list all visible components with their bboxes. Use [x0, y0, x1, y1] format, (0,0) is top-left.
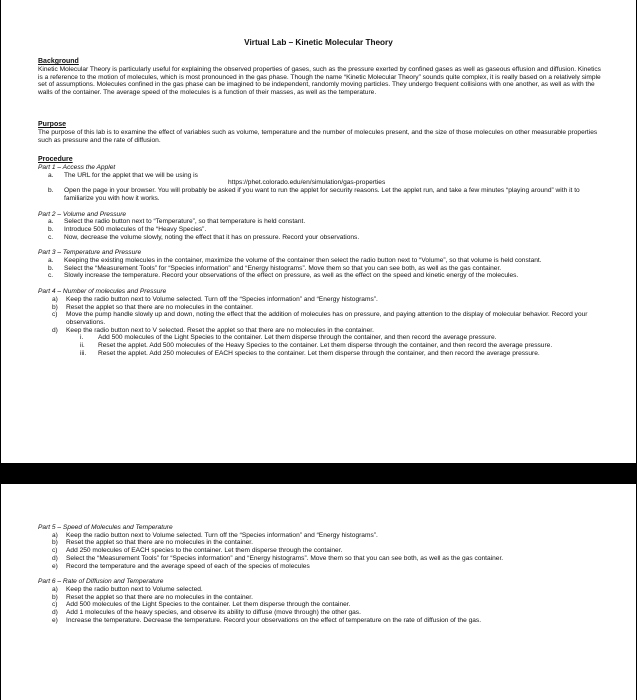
document-title: Virtual Lab – Kinetic Molecular Theory	[244, 38, 393, 47]
item-label: c)	[52, 601, 58, 609]
item-text: Keep the radio button next to Volume selected. Turn off the “Species information” and “Energy histograms”.	[66, 295, 378, 303]
item-label: c)	[52, 311, 58, 319]
item-text: Open the page in your browser. You will probably be asked if you want to run the applet for security reasons. Let the applet run, and take a few minutes “playing around” with it to familiarize you with how it works.	[64, 187, 580, 202]
purpose-heading: Purpose	[38, 121, 67, 128]
item-label: c)	[52, 547, 58, 555]
subitem-text: Reset the applet. Add 250 molecules of EACH species to the container. Let them disperse through the container, and then record the average pressure.	[98, 349, 540, 357]
item-label: a.	[48, 171, 54, 179]
list-item	[38, 547, 603, 555]
list-item	[38, 539, 603, 547]
subitem-label: ii.	[80, 342, 85, 350]
applet-url: https://phet.colorado.edu/en/simulation/gas-properties	[228, 179, 386, 187]
part1-title: Part 1 – Access the Applet	[38, 164, 116, 171]
purpose-section	[38, 121, 603, 144]
list-item	[38, 532, 603, 540]
part6-title: Part 6 – Rate of Diffusion and Temperature	[38, 578, 164, 586]
list-item	[38, 609, 603, 617]
item-label: b.	[48, 187, 54, 195]
item-label: b.	[48, 264, 54, 272]
list-item	[38, 304, 603, 312]
subitem-label: iii.	[80, 349, 87, 357]
sub-list-item	[38, 342, 603, 350]
item-text: Reset the applet so that there are no molecules in the container.	[66, 593, 253, 601]
item-label: a.	[48, 257, 54, 265]
item-label: b)	[52, 539, 58, 547]
item-text: The URL for the applet that we will be using is	[64, 171, 198, 179]
list-item	[38, 594, 603, 602]
list-item	[38, 187, 603, 202]
item-text: Keep the radio button next to V selected. Reset the applet so that there are no molecules in the container.	[66, 326, 374, 334]
part2-title: Part 2 – Volume and Pressure	[38, 210, 127, 218]
background-heading: Background	[38, 58, 79, 65]
item-text: Slowly increase the temperature. Record your observations of the effect on pressure, as well as the effect on the speed and kinetic energy of the molecules.	[64, 272, 519, 280]
document-page-1	[1, 0, 636, 463]
item-label: d)	[52, 554, 58, 562]
item-label: a.	[48, 218, 54, 226]
background-section	[38, 58, 603, 97]
item-label: e)	[52, 562, 58, 570]
item-label: c.	[48, 272, 54, 280]
sub-list-item	[38, 334, 603, 342]
item-label: d)	[52, 609, 58, 617]
sub-list-item	[38, 350, 603, 358]
background-text: Kinetic Molecular Theory is particularly useful for explaining the observed properties of gases, such as the pressure exerted by confined gases as well as gaseous effusion and diffusion. Kinetics is a reference to the motion of molecules, which is most pronounced in the gas phase. Though the name “Kinetic Molecular Theory” sounds quite complex, it is really based on a relatively simple set of assumptions. Molecules confined in the gas phase can be imagined to be independent, randomly moving particles. They undergo frequent collisions with one another, as well as with the walls of the container. The average speed of the molecules is a function of their masses, as well as the temperature.	[38, 66, 601, 97]
list-item	[38, 226, 603, 234]
list-item	[38, 327, 603, 335]
item-text: Select the radio button next to “Temperature”, so that temperature is held constant.	[64, 218, 306, 226]
list-item	[38, 586, 603, 594]
list-item	[38, 257, 603, 265]
item-label: a)	[52, 531, 58, 539]
part4-title: Part 4 – Number of molecules and Pressure	[38, 288, 167, 296]
list-item	[38, 296, 603, 304]
list-item	[38, 563, 603, 571]
item-text: Keep the radio button next to Volume selected.	[66, 585, 203, 593]
list-item	[38, 265, 603, 273]
item-label: a)	[52, 585, 58, 593]
procedure-section	[38, 156, 603, 357]
procedure-continued	[38, 524, 603, 624]
item-text: Introduce 500 molecules of the “Heavy Species”.	[64, 225, 207, 233]
subitem-text: Reset the applet. Add 500 molecules of the Heavy Species to the container. Let them disperse through the container, and then record the average pressure.	[98, 342, 553, 350]
item-label: d)	[52, 326, 58, 334]
item-text: Keeping the existing molecules in the container, maximize the volume of the container then select the radio button next to “Volume”, so that volume is held constant.	[64, 257, 542, 265]
item-text: Select the “Measurement Tools” for “Species information” and “Energy histograms”. Move them so that you can see both, as well as the gas container.	[64, 264, 502, 272]
item-label: b.	[48, 225, 54, 233]
list-item	[38, 218, 603, 226]
item-text: Move the pump handle slowly up and down, noting the effect that the addition of molecules has on pressure, and paying attention to the display of molecular behavior. Record your observations.	[66, 311, 588, 326]
list-item	[38, 272, 603, 280]
item-text: Reset the applet so that there are no molecules in the container.	[66, 539, 253, 547]
purpose-text: The purpose of this lab is to examine the effect of variables such as volume, temperature and the number of molecules present, and the size of those molecules on other measurable properties such as pressure and the rate of diffusion.	[38, 129, 598, 144]
list-item	[38, 172, 603, 180]
list-item	[38, 555, 603, 563]
item-label: b)	[52, 593, 58, 601]
document-page-2	[1, 484, 636, 700]
list-item	[38, 601, 603, 609]
item-text: Record the temperature and the average speed of each of the species of molecules	[66, 562, 310, 570]
list-item	[38, 617, 603, 625]
item-text: Now, decrease the volume slowly, noting the effect that it has on pressure. Record your observations.	[64, 233, 360, 241]
item-text: Add 500 molecules of the Light Species to the container. Let them disperse through the container.	[66, 601, 351, 609]
subitem-text: Add 500 molecules of the Light Species to the container. Let them disperse through the container, and then record the average pressure.	[98, 334, 497, 342]
item-text: Add 1 molecules of the heavy species, and observe its ability to diffuse (move through) the other gas.	[66, 609, 361, 617]
item-text: Add 250 molecules of EACH species to the container. Let them disperse through the container.	[66, 547, 343, 555]
part3-title: Part 3 – Temperature and Pressure	[38, 249, 142, 257]
item-text: Increase the temperature. Decrease the temperature. Record your observations on the effect of temperature on the rate of diffusion of the gas.	[66, 616, 482, 624]
item-label: b)	[52, 303, 58, 311]
part5-title: Part 5 – Speed of Molecules and Temperature	[38, 524, 173, 531]
procedure-heading: Procedure	[38, 156, 73, 163]
item-label: a)	[52, 295, 58, 303]
list-item	[38, 311, 603, 326]
subitem-label: i.	[80, 334, 84, 342]
item-text: Reset the applet so that there are no molecules in the container.	[66, 303, 253, 311]
item-label: c.	[48, 233, 54, 241]
item-text: Keep the radio button next to Volume selected. Turn off the “Species information” and “Energy histograms”.	[66, 531, 378, 539]
item-text: Select the “Measurement Tools” for “Species information” and “Energy histograms”. Move them so that you can see both, as well as the gas container.	[66, 554, 504, 562]
list-item	[38, 234, 603, 242]
item-label: e)	[52, 616, 58, 624]
